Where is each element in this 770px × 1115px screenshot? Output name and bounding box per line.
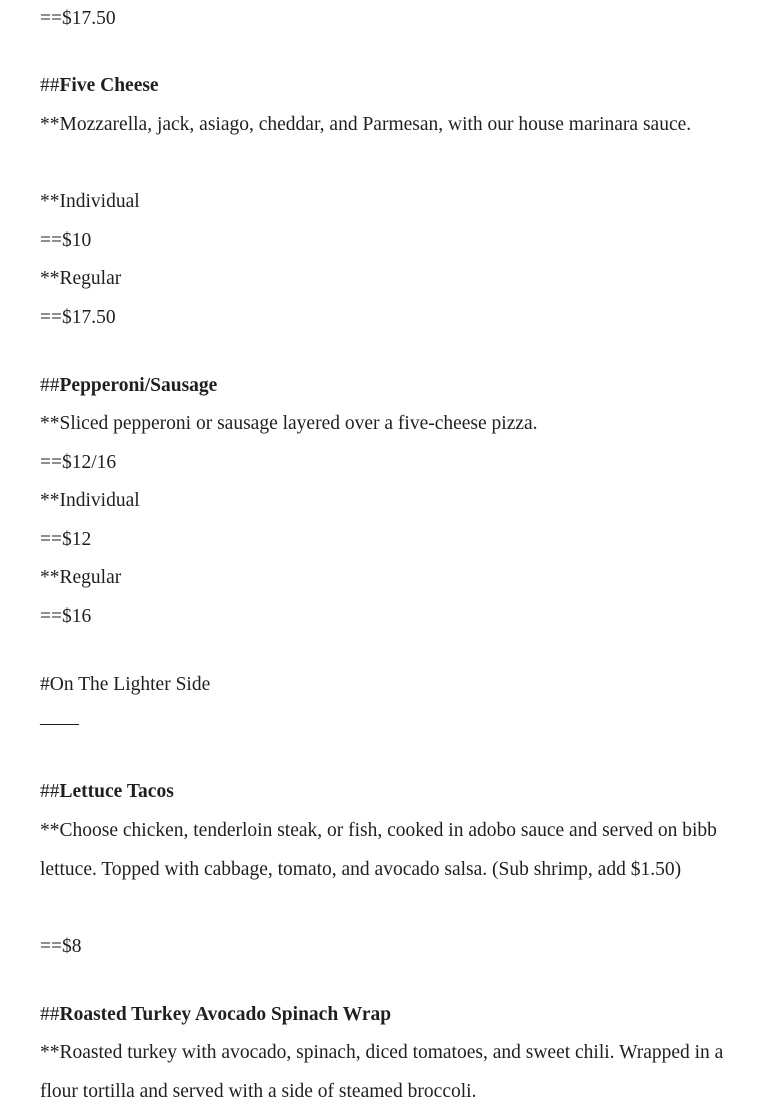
price-text: ==$10 [40, 230, 92, 251]
item-heading-lettuce-tacos [40, 773, 174, 812]
price-text: ==$12 [40, 529, 92, 550]
heading-text: Roasted Turkey Avocado Spinach Wrap [59, 1004, 392, 1025]
item-heading-turkey-wrap [40, 996, 391, 1035]
section-rule: —— [40, 713, 79, 734]
price-text: ==$12/16 [40, 452, 117, 473]
price-text: ==$8 [40, 936, 82, 957]
heading-text: Pepperoni/Sausage [59, 375, 218, 396]
heading-text: Five Cheese [59, 75, 159, 96]
size-label: **Individual [40, 191, 140, 212]
item-heading-pepperoni-sausage [40, 367, 217, 406]
price-text: ==$16 [40, 606, 92, 627]
size-label: **Regular [40, 567, 122, 588]
section-title: #On The Lighter Side [40, 674, 211, 695]
heading-text: Lettuce Tacos [59, 781, 174, 802]
item-description: **Mozzarella, jack, asiago, cheddar, and Parmesan, with our house marinara sauce. [40, 114, 692, 135]
heading-marker: ## [40, 1004, 60, 1025]
heading-marker: ## [40, 375, 60, 396]
price-text: ==$17.50 [40, 307, 116, 328]
item-heading-five-cheese [40, 67, 159, 106]
size-label: **Regular [40, 268, 122, 289]
item-description: **Sliced pepperoni or sausage layered over a five-cheese pizza. [40, 413, 538, 434]
heading-marker: ## [40, 781, 60, 802]
size-label: **Individual [40, 490, 140, 511]
item-description: **Choose chicken, tenderloin steak, or fish, cooked in adobo sauce and served on bibb lettuce. Topped with cabbage, tomato, and avocado salsa. (Sub shrimp, add $1.50) [40, 820, 717, 880]
item-description: **Roasted turkey with avocado, spinach, diced tomatoes, and sweet chili. Wrapped in a flour tortilla and served with a side of steamed broccoli. [40, 1042, 724, 1102]
heading-marker: ## [40, 75, 60, 96]
price-text: ==$17.50 [40, 8, 116, 29]
